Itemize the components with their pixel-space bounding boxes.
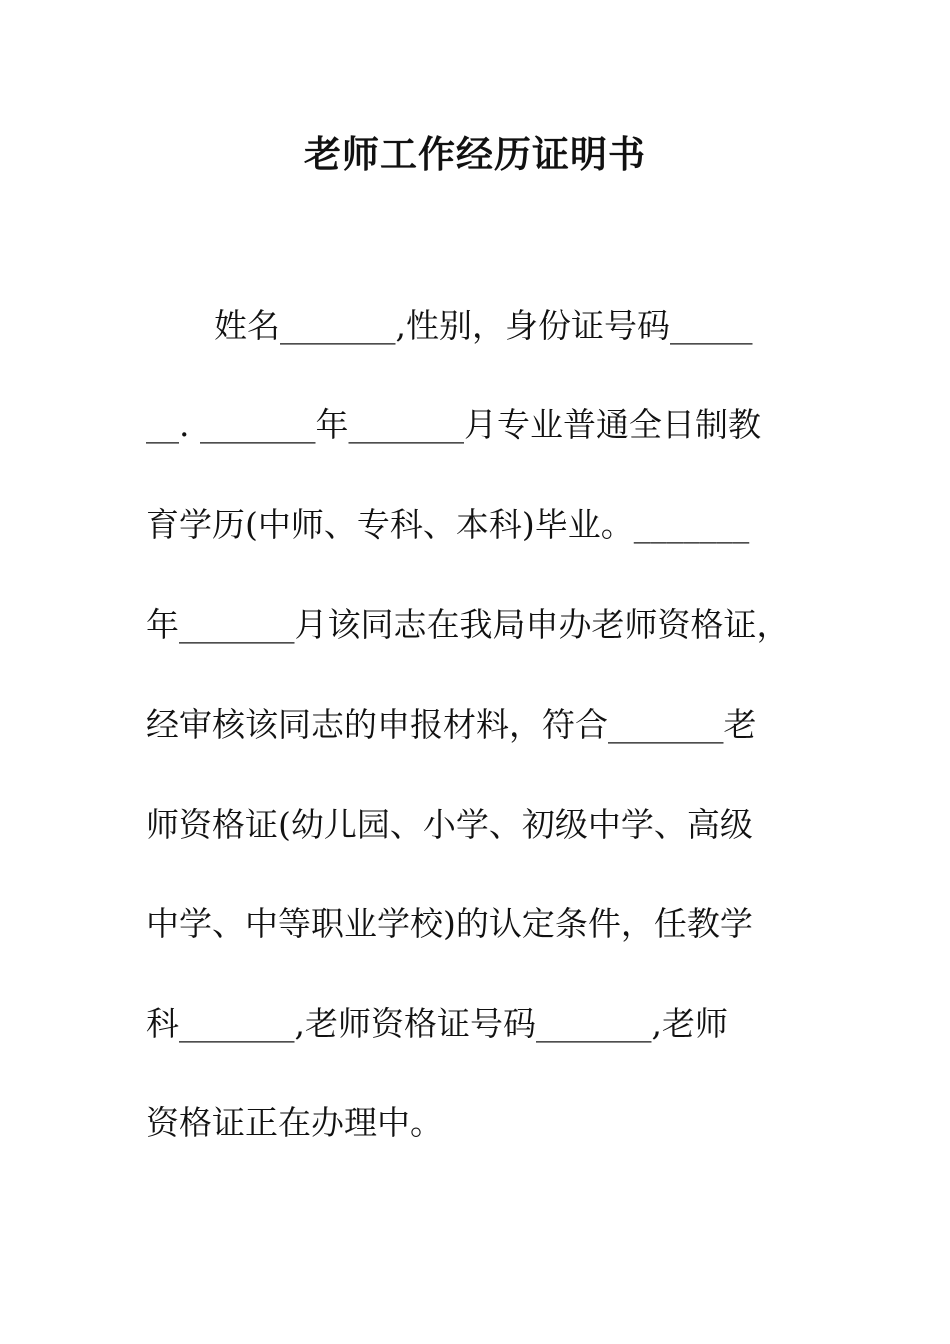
body-line-3: 育学历(中师、专科、本科)毕业。_______ (146, 505, 750, 544)
document-title: 老师工作经历证明书 (304, 132, 646, 176)
body-line-6: 师资格证(幼儿园、小学、初级中学、高级 (146, 805, 753, 844)
body-line-5: 经审核该同志的申报材料，符合_______老 (146, 705, 757, 744)
body-line-4: 年_______月该同志在我局申办老师资格证， (146, 605, 790, 644)
body-line-9: 资格证正在办理中。 (146, 1103, 443, 1142)
body-line-1: 姓名_______,性别，身份证号码_____ (214, 306, 753, 345)
body-line-2: __. _______年_______月专业普通全日制教 (146, 405, 761, 444)
body-line-8: 科_______,老师资格证号码_______,老师 (146, 1004, 728, 1043)
body-line-7: 中学、中等职业学校)的认定条件，任教学 (146, 904, 753, 943)
